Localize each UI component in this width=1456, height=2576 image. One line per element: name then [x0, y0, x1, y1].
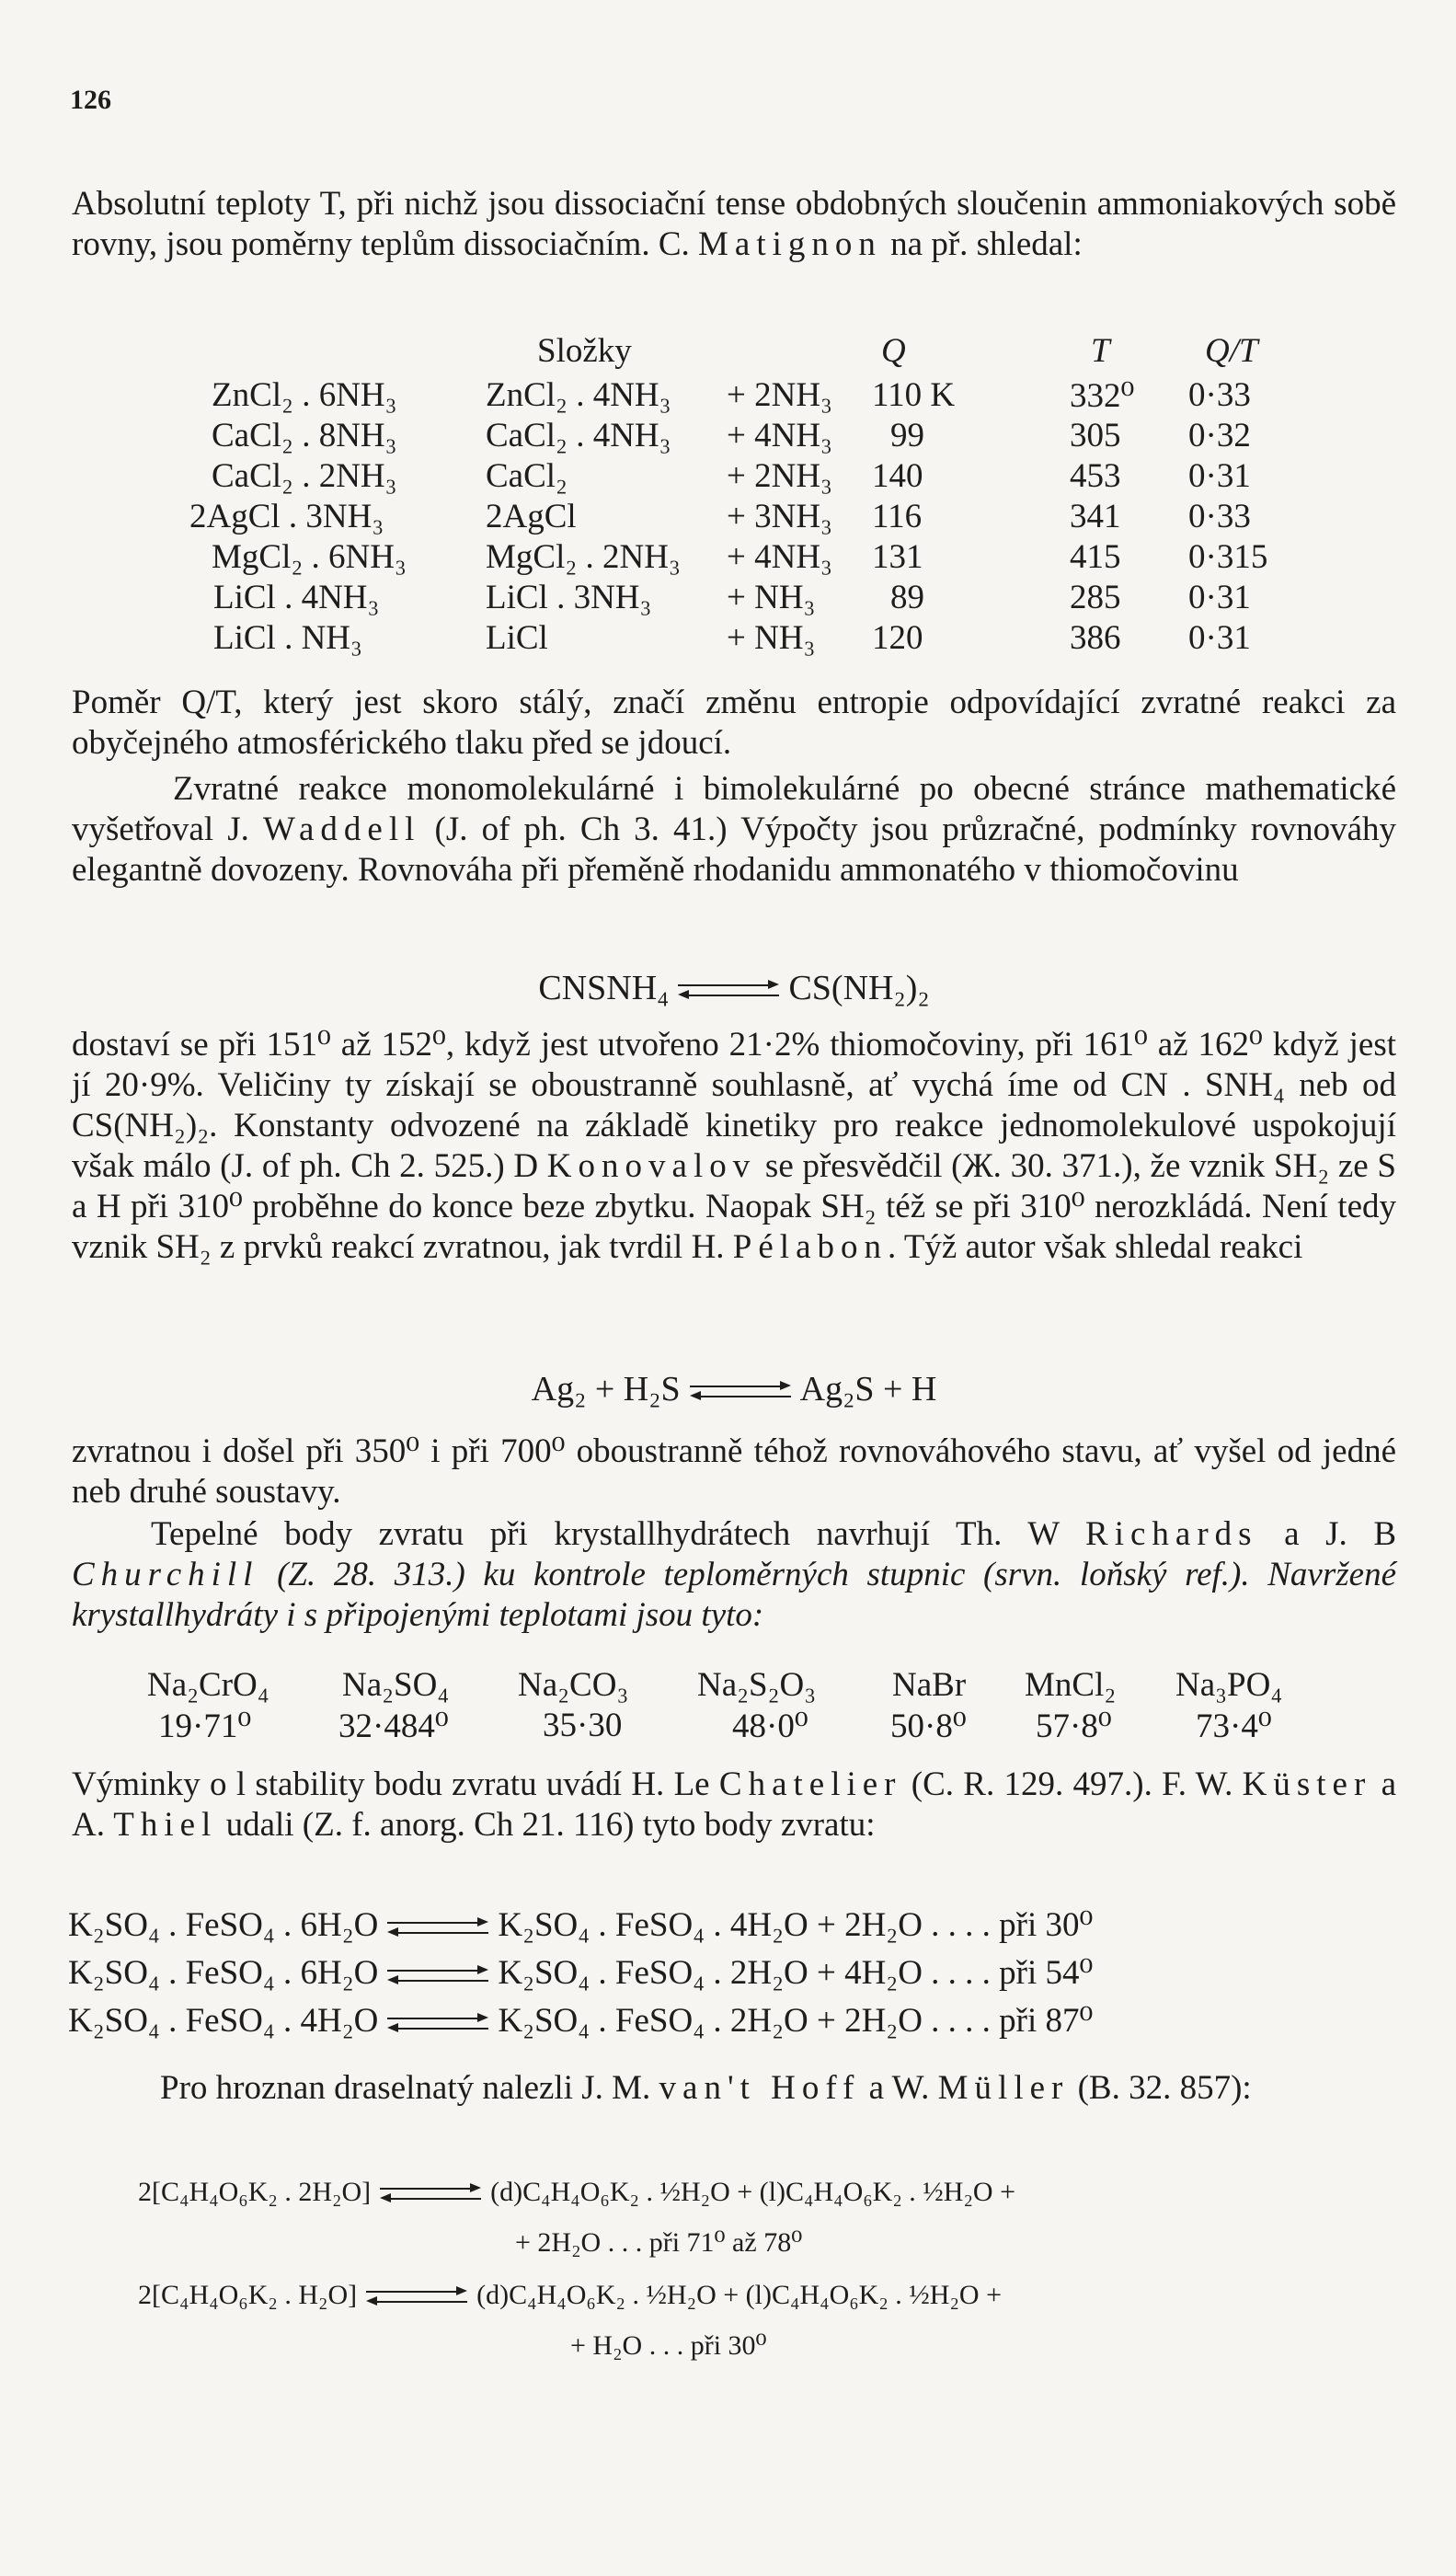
paragraph-transition-points: Tepelné body zvratu při krystallhydrátech navrhují Th. W Richards a J. B Churchill (Z. 28. 313.) ku kontrole teploměrných stupnic (srvn. loňský ref.). Navržené krystallhydráty i s připojenými teplotami jsou tyto: — [72, 1515, 1396, 1634]
header-t: T — [1091, 332, 1110, 370]
equation-line: K₂SO₄ . FeSO₄ . 6H₂O K₂SO₄ . FeSO₄ . 2H₂O + 4H₂O . . . . při 54⁰ — [68, 1954, 1094, 1992]
author-name: Waddell — [263, 811, 421, 848]
author-name: Richards — [1085, 1515, 1258, 1553]
equilibrium-arrow-icon — [387, 1964, 488, 1988]
equilibrium-arrow-icon — [387, 1916, 488, 1940]
equation-continuation: + H₂O . . . při 30⁰ — [570, 2330, 767, 2361]
equilibrium-arrow-icon — [380, 2182, 481, 2206]
equilibrium-arrow-icon — [366, 2285, 467, 2309]
equation-rhodanide: CNSNH₄ CS(NH₂)₂ — [538, 969, 930, 1007]
author-name: Konovalov — [546, 1147, 757, 1185]
paragraph-stability: Výminky o l stability bodu zvratu uvádí H. Le Chatelier (C. R. 129. 497.). F. W. Küster a A. Thiel udali (Z. f. anorg. Ch 21. 116) tyto body zvratu: — [72, 1765, 1396, 1844]
author-name: Thiel — [113, 1806, 218, 1844]
author-name: Chatelier — [718, 1765, 902, 1803]
header-q: Q — [881, 332, 906, 370]
document-page: 126 Absolutní teploty T, při nichž jsou dissociační tense obdobných sloučenin ammoniakových sobě rovny, jsou poměrny teplům dissociačním. C. Matignon na př. shledal: Složky Q T Q/T ZnCl₂ . 6NH₃ ZnCl₂ . 4NH₃ + 2NH₃ 110 K 332⁰ 0·33 CaCl₂ . 8NH₃ CaCl₂ . 4NH₃ + 4NH₃ 99 305 0·32 CaCl₂ . 2NH₃ CaCl₂ + 2NH₃ 140 453 0·31 2AgCl . 3NH₃ 2AgCl + 3NH₃ 116 341 0·33 MgCl₂ . 6NH₃ MgCl₂ . 2NH₃ + 4NH₃ 131 415 0·315 LiCl . 4NH₃ LiCl . 3NH₃ + NH₃ 89 285 0·31 LiCl . NH₃ LiCl + NH₃ 120 386 0·31 Poměr Q/T, který jest skoro stálý, značí změnu entropie odpovídající zvratné reakci za obyčejného atmosférického tlaku před se jdoucí. Zvratné reakce monomolekulárné i bimolekulárné po obecné stránce mathematické vyšetřoval J. Waddell (J. of ph. Ch 3. 41.) Výpočty jsou průzračné, podmínky rovnováhy elegantně dovozeny. Rovnováha při přeměně rhodanidu ammonatého v thiomočovinu CNSNH₄ CS(NH₂)₂ dostaví se při 151⁰ až 152⁰, když jest utvořeno 21·2% thiomočoviny, při 161⁰ až 162⁰ když jest jí 20·9%. Veličiny ty získají se oboustranně souhlasně, ať vychá íme od CN . SNH₄ neb od CS(NH₂)₂. Konstanty odvozené na základě kinetiky pro reakce jednomolekulové uspokojují však málo (J. of ph. Ch 2. 525.) D Konovalov se přesvědčil (Ж. 30. 371.), že vznik SH₂ ze S a H při 310⁰ proběhne do konce beze zbytku. Naopak SH₂ též se při 310⁰ nerozkládá. Není tedy vznik SH₂ z prvků reakcí zvratnou, jak tvrdil H. Pélabon. Týž autor však shledal reakci Ag₂ + H₂S Ag₂S + H zvratnou i došel při 350⁰ i při 700⁰ oboustranně téhož rovnováhového stavu, ať vyšel od jedné neb druhé soustavy. Tepelné body zvratu při krystallhydrátech navrhují Th. W Richards a J. B Churchill (Z. 28. 313.) ku kontrole teploměrných stupnic (srvn. loňský ref.). Navržené krystallhydráty i s připojenými teplotami jsou tyto: Na₂CrO₄ 19·71⁰ Na₂SO₄ 32·484⁰ Na₂CO₃ 35·30 Na₂S₂O₃ 48·0⁰ NaBr 50·8⁰ MnCl₂ 57·8⁰ Na₃PO₄ 73·4⁰ Výminky o l stability bodu zvratu uvádí H. Le Chatelier (C. R. 129. 497.). F. W. Küster a A. Thiel udali (Z. f. anorg. Ch 21. 116) tyto body zvratu: K₂SO₄ . FeSO₄ . 6H₂O K₂SO₄ . FeSO₄ . 4H₂O + 2H₂O . . . . při 30⁰ K₂SO₄ . FeSO₄ . 6H₂O K₂SO₄ . FeSO₄ . 2H₂O + 4H₂O . . . . při 54⁰ K₂SO₄ . FeSO₄ . 4H₂O K₂SO₄ . FeSO₄ . 2H₂O + 2H₂O . . . . při 87⁰ Pro hroznan draselnatý nalezli J. M. van't Hoff a W. Müller (B. 32. 857): 2[C₄H₄O₆K₂ . 2H₂O] (d)C₄H₄O₆K₂ . ½H₂O + (l)C₄H₄O₆K₂ . ½H₂O + + 2H₂O . . . při 71⁰ až 78⁰ 2[C₄H₄O₆K₂ . H₂O] (d)C₄H₄O₆K₂ . ½H₂O + (l)C₄H₄O₆K₂ . ½H₂O + + H₂O . . . při 30⁰ — [68, 85, 1397, 2361]
equilibrium-arrow-icon — [387, 2012, 488, 2036]
equation-line: K₂SO₄ . FeSO₄ . 6H₂O K₂SO₄ . FeSO₄ . 4H₂O + 2H₂O . . . . při 30⁰ — [68, 1906, 1094, 1944]
author-name: Küster — [1242, 1765, 1372, 1803]
paragraph-thiourea: dostaví se při 151⁰ až 152⁰, když jest utvořeno 21·2% thiomočoviny, při 161⁰ až 162⁰ když jest jí 20·9%. Veličiny ty získají se oboustranně souhlasně, ať vychá íme od CN . SNH₄ neb od CS(NH₂)₂. Konstanty odvozené na základě kinetiky pro reakce jednomolekulové uspokojují však málo (J. of ph. Ch 2. 525.) D Konovalov se přesvědčil (Ж. 30. 371.), že vznik SH₂ ze S a H při 310⁰ proběhne do konce beze zbytku. Naopak SH₂ též se při 310⁰ nerozkládá. Není tedy vznik SH₂ z prvků reakcí zvratnou, jak tvrdil H. Pélabon. Týž autor však shledal reakci — [72, 1026, 1396, 1266]
equation-line: K₂SO₄ . FeSO₄ . 4H₂O K₂SO₄ . FeSO₄ . 2H₂O + 2H₂O . . . . při 87⁰ — [68, 2002, 1094, 2040]
author-name: Pélabon — [732, 1228, 888, 1266]
paragraph-intro: Absolutní teploty T, při nichž jsou dissociační tense obdobných sloučenin ammoniakových sobě rovny, jsou poměrny teplům dissociačním. C. Matignon na př. shledal: — [72, 185, 1396, 263]
equation-line: 2[C₄H₄O₆K₂ . H₂O] (d)C₄H₄O₆K₂ . ½H₂O + (l)C₄H₄O₆K₂ . ½H₂O + — [138, 2280, 1003, 2310]
author-name: Matignon — [698, 225, 882, 263]
author-name: Churchill — [72, 1556, 259, 1593]
header-components: Složky — [537, 332, 632, 370]
page-number: 126 — [70, 85, 111, 115]
paragraph-equilibrium-state: zvratnou i došel při 350⁰ i při 700⁰ oboustranně téhož rovnováhového stavu, ať vyšel od jedné neb druhé soustavy. — [72, 1432, 1396, 1511]
author-name: Müller — [937, 2069, 1070, 2107]
author-name: van't Hoff — [659, 2069, 861, 2107]
paragraph-entropy: Poměr Q/T, který jest skoro stálý, značí změnu entropie odpovídající zvratné reakci za obyčejného atmosférického tlaku před se jdoucí. — [72, 684, 1396, 762]
equation-line: 2[C₄H₄O₆K₂ . 2H₂O] (d)C₄H₄O₆K₂ . ½H₂O + (l)C₄H₄O₆K₂ . ½H₂O + — [138, 2177, 1016, 2207]
paragraph-tartrate: Pro hroznan draselnatý nalezli J. M. van't Hoff a W. Müller (B. 32. 857): — [160, 2069, 1252, 2107]
header-qt: Q/T — [1205, 332, 1258, 370]
equilibrium-arrow-icon — [690, 1380, 791, 1404]
paragraph-waddell: Zvratné reakce monomolekulárné i bimolekulárné po obecné stránce mathematické vyšetřoval J. Waddell (J. of ph. Ch 3. 41.) Výpočty jsou průzračné, podmínky rovnováhy elegantně dovozeny. Rovnováha při přeměně rhodanidu ammonatého v thiomočovinu — [72, 770, 1397, 889]
equation-silver-sulfide: Ag₂ + H₂S Ag₂S + H — [531, 1370, 937, 1409]
equation-continuation: + 2H₂O . . . při 71⁰ až 78⁰ — [515, 2227, 803, 2258]
equilibrium-arrow-icon — [678, 979, 779, 1003]
